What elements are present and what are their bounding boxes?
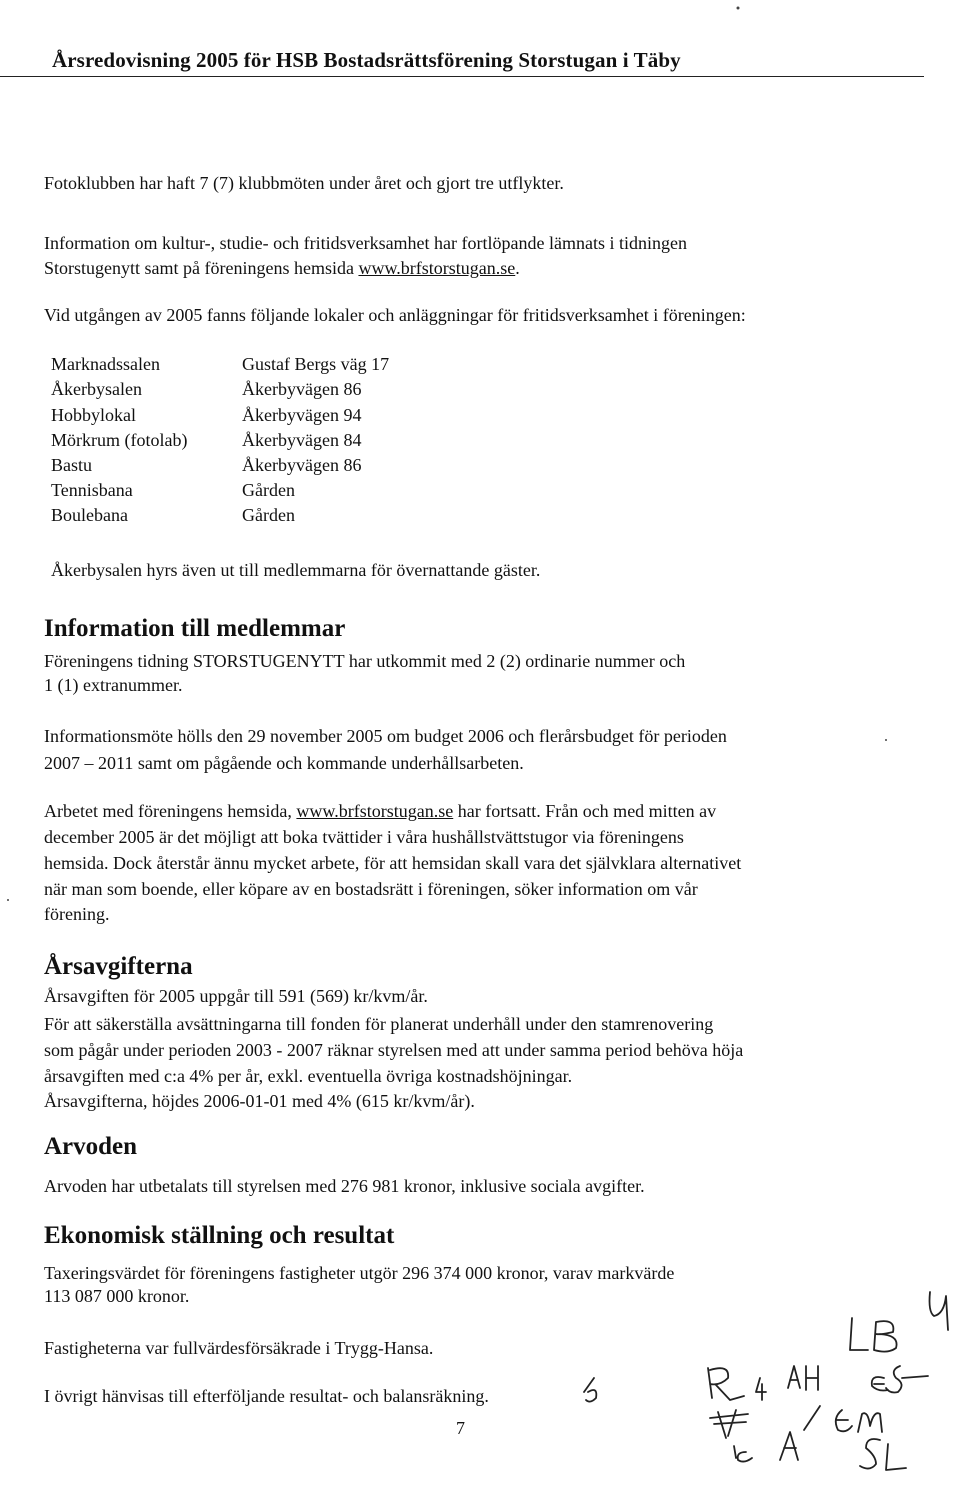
- facility-address: Åkerbyvägen 86: [242, 379, 362, 399]
- document-header-title: Årsredovisning 2005 för HSB Bostadsrättsförening Storstugan i Täby: [52, 48, 681, 72]
- facility-name: Åkerbysalen: [51, 379, 142, 399]
- ekonomi-line-4: I övrigt hänvisas till efterföljande resultat- och balansräkning.: [44, 1386, 489, 1406]
- arsavgifter-line-2: För att säkerställa avsättningarna till fonden för planerat underhåll under den stamrenovering: [44, 1014, 714, 1034]
- lokaler-intro: Vid utgången av 2005 fanns följande lokaler och anläggningar för fritidsverksamhet i föreningen:: [44, 305, 746, 325]
- arsavgifter-line-1: Årsavgiften för 2005 uppgår till 591 (569) kr/kvm/år.: [44, 986, 428, 1006]
- information-p2-line-2: 2007 – 2011 samt om pågående och kommande underhållsarbeten.: [44, 753, 524, 773]
- arsavgifter-line-5: Årsavgifterna, höjdes 2006-01-01 med 4% (615 kr/kvm/år).: [44, 1091, 475, 1111]
- section-heading-arvoden: Arvoden: [44, 1133, 138, 1160]
- section-heading-ekonomi: Ekonomisk ställning och resultat: [44, 1222, 395, 1249]
- ekonomi-line-1: Taxeringsvärdet för föreningens fastigheter utgör 296 374 000 kronor, varav markvärde: [44, 1263, 675, 1283]
- facility-name: Hobbylokal: [51, 405, 136, 425]
- information-p3-text: Arbetet med föreningens hemsida,: [44, 801, 297, 821]
- facility-address: Åkerbyvägen 86: [242, 455, 362, 475]
- facility-list: [44, 351, 644, 533]
- page-number: 7: [456, 1418, 465, 1438]
- info-paragraph-line-1: Information om kultur-, studie- och fritidsverksamhet har fortlöpande lämnats i tidningen: [44, 233, 687, 253]
- fotoklubben-paragraph: Fotoklubben har haft 7 (7) klubbmöten under året och gjort tre utflykter.: [44, 173, 564, 193]
- facility-name: Bastu: [51, 455, 93, 475]
- website-link[interactable]: www.brfstorstugan.se: [358, 258, 516, 278]
- facility-address: Gustaf Bergs väg 17: [242, 354, 390, 374]
- facility-address: Gården: [242, 505, 295, 525]
- facility-name: Tennisbana: [51, 480, 133, 500]
- information-p3-line-5: förening.: [44, 904, 110, 924]
- website-link[interactable]: www.brfstorstugan.se: [296, 801, 454, 821]
- information-p3-line-4: när man som boende, eller köpare av en bostadsrätt i föreningen, söker information om vår: [44, 879, 698, 899]
- information-p1-line-1: Föreningens tidning STORSTUGENYTT har utkommit med 2 (2) ordinarie nummer och: [44, 651, 686, 671]
- arvoden-line-1: Arvoden har utbetalats till styrelsen med 276 981 kronor, inklusive sociala avgifter.: [44, 1176, 645, 1196]
- facility-name: Marknadssalen: [51, 354, 160, 374]
- information-p2-line-1: Informationsmöte hölls den 29 november 2005 om budget 2006 och flerårsbudget för perioden: [44, 726, 727, 746]
- facility-address: Gården: [242, 480, 295, 500]
- facility-address: Åkerbyvägen 94: [242, 405, 362, 425]
- information-p3-line-2: december 2005 är det möjligt att boka tvättider i våra hushållstvättstugor via föreningens: [44, 827, 684, 847]
- arsavgifter-line-4: årsavgiften med c:a 4% per år, exkl. eventuella övriga kostnadshöjningar.: [44, 1066, 573, 1086]
- section-heading-information: Information till medlemmar: [44, 615, 346, 642]
- facility-name: Boulebana: [51, 505, 128, 525]
- header-rule: [0, 76, 924, 77]
- info-paragraph-line-2: [44, 255, 520, 281]
- ekonomi-line-3: Fastigheterna var fullvärdesförsäkrade i Trygg-Hansa.: [44, 1338, 434, 1358]
- info-text: Storstugenytt samt på föreningens hemsida: [44, 258, 359, 278]
- arsavgifter-line-3: som pågår under perioden 2003 - 2007 räknar styrelsen med att under samma period behöva höja: [44, 1040, 744, 1060]
- section-heading-arsavgifter: Årsavgifterna: [44, 953, 193, 980]
- information-p3-text-end: har fortsatt. Från och med mitten av: [453, 801, 717, 821]
- information-p3-line-3: hemsida. Dock återstår ännu mycket arbete, för att hemsidan skall vara det självklara alternativet: [44, 853, 742, 873]
- facility-name: Mörkrum (fotolab): [51, 430, 188, 450]
- ekonomi-line-2: 113 087 000 kronor.: [44, 1286, 190, 1306]
- information-p3-line-1: [44, 798, 716, 824]
- info-period: .: [515, 258, 520, 278]
- information-p1-line-2: 1 (1) extranummer.: [44, 675, 183, 695]
- akerbysalen-note: Åkerbysalen hyrs även ut till medlemmarna för övernattande gäster.: [51, 560, 541, 580]
- facility-address: Åkerbyvägen 84: [242, 430, 362, 450]
